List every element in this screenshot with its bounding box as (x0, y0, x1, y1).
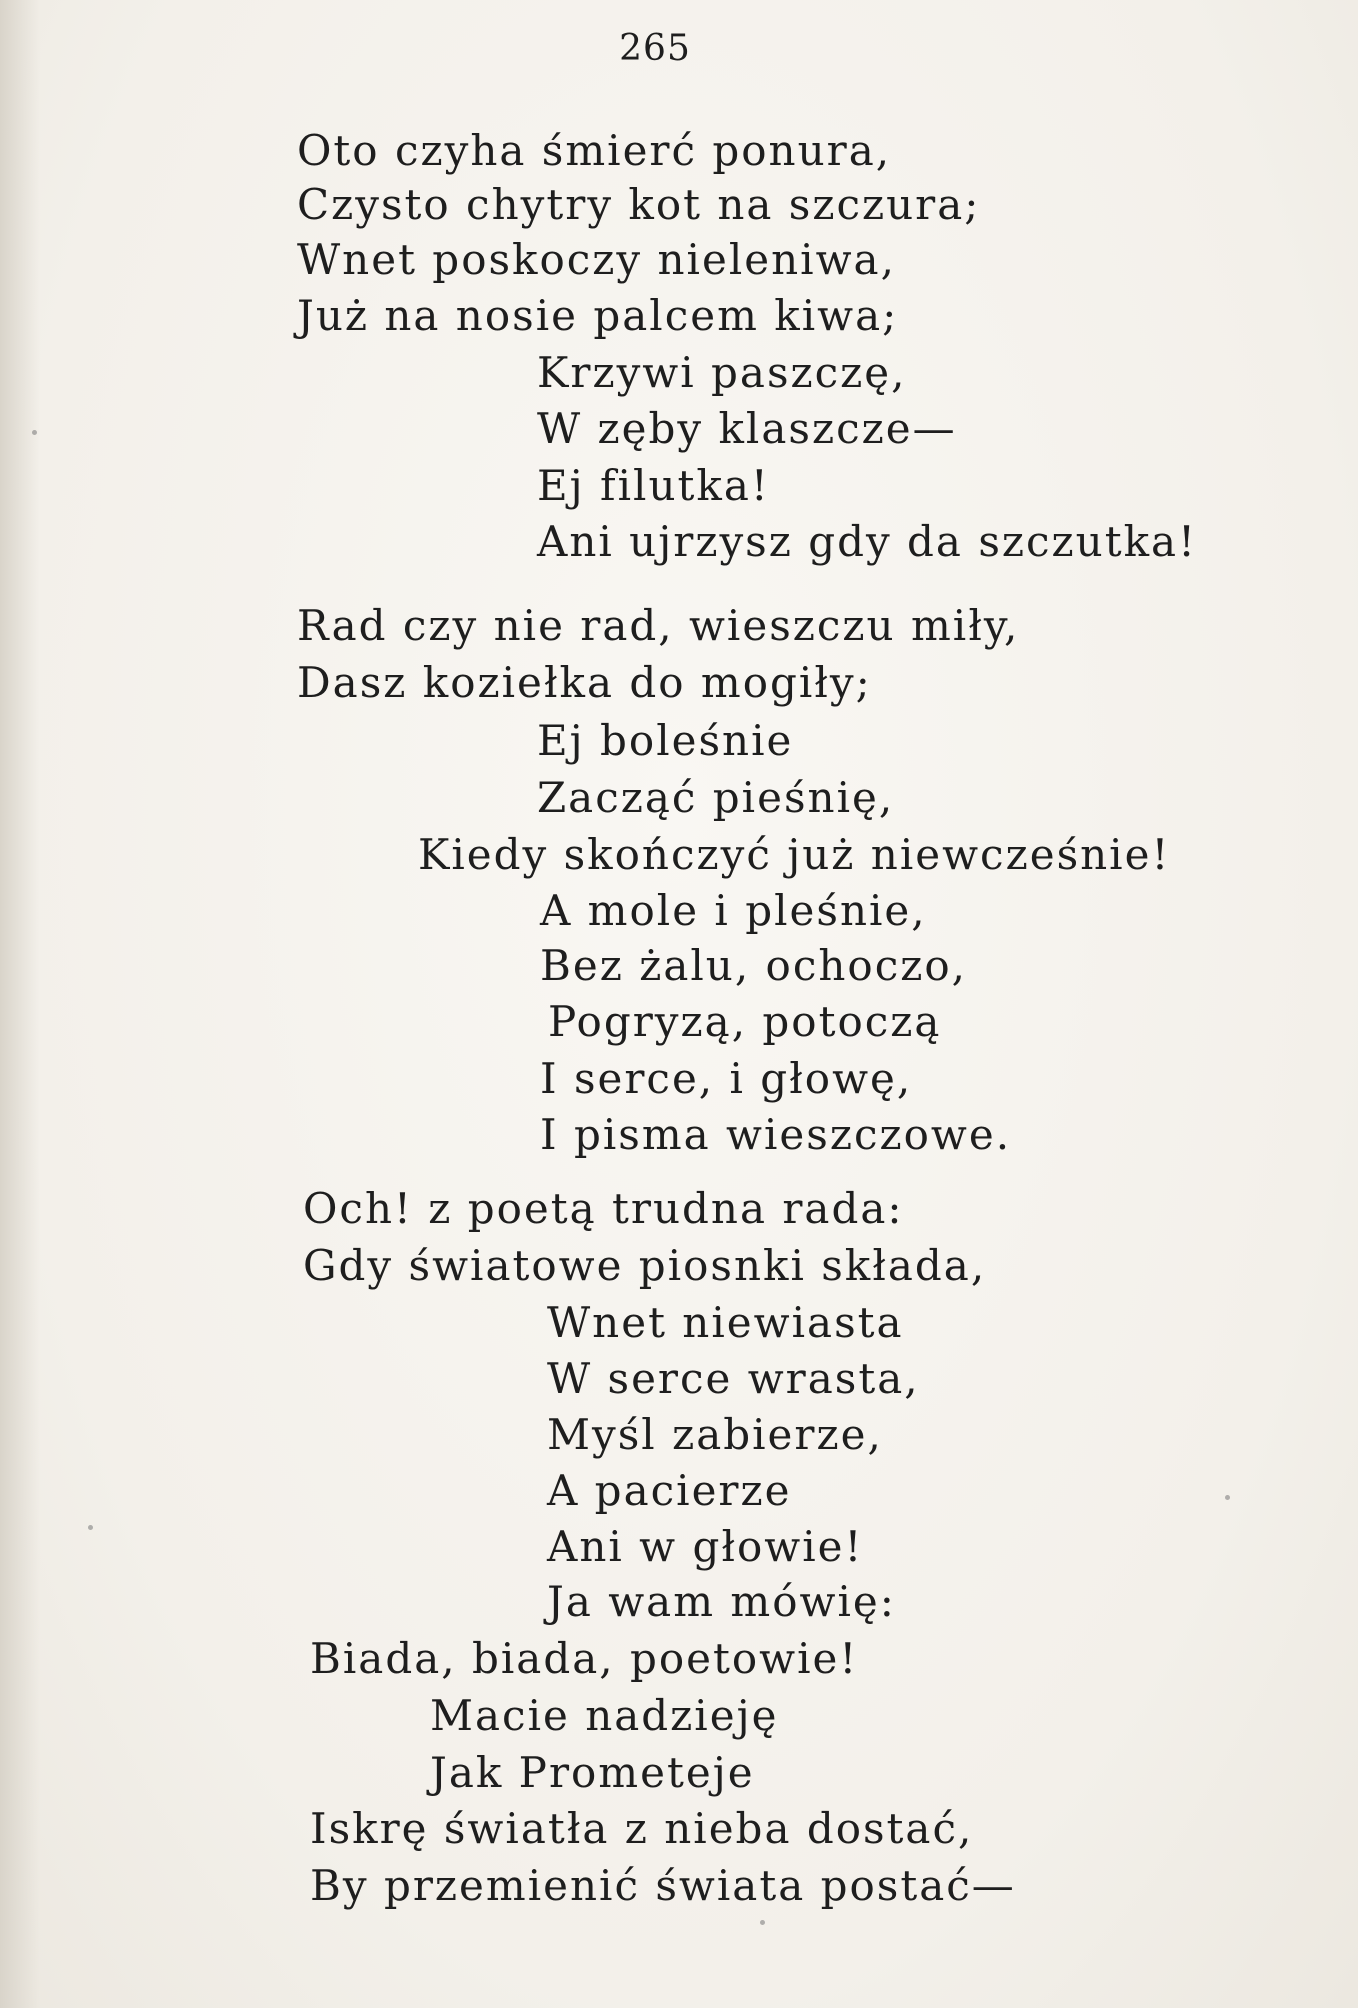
poem-line: Och! z poetą trudna rada: (303, 1184, 904, 1233)
poem-line: Zacząć pieśnię, (537, 773, 895, 822)
poem-line: Wnet poskoczy nieleniwa, (297, 235, 896, 284)
poem-line: Dasz koziełka do mogiły; (297, 658, 872, 707)
poem-line: Pogryzą, potoczą (548, 997, 942, 1046)
poem-line: I serce, i głowę, (540, 1054, 913, 1103)
page-gutter-shadow (0, 0, 40, 2008)
poem-line: Ej boleśnie (537, 716, 794, 765)
poem-line: Gdy światowe piosnki składa, (303, 1241, 987, 1290)
poem-line: Bez żalu, ochoczo, (540, 941, 967, 990)
poem-line: A pacierze (547, 1466, 792, 1515)
poem-line: Rad czy nie rad, wieszczu miły, (297, 601, 1020, 650)
print-speck (88, 1525, 93, 1530)
poem-line: Iskrę światła z nieba dostać, (310, 1804, 974, 1853)
poem-line: Wnet niewiasta (547, 1298, 904, 1347)
poem-line: Biada, biada, poetowie! (310, 1634, 859, 1683)
poem-line: W serce wrasta, (547, 1354, 920, 1403)
poem-line: Ani ujrzysz gdy da szczutka! (537, 517, 1197, 566)
poem-line: Macie nadzieję (430, 1691, 779, 1740)
print-speck (1225, 1495, 1230, 1500)
poem-line: Jak Prometeje (430, 1748, 755, 1797)
print-speck (32, 430, 37, 435)
poem-line: Ej filutka! (537, 461, 770, 510)
poem-line: Oto czyha śmierć ponura, (297, 126, 892, 175)
poem-line: Czysto chytry kot na szczura; (297, 180, 981, 229)
poem-line: Ani w głowie! (547, 1522, 864, 1571)
poem-line: W zęby klaszcze— (537, 404, 957, 453)
poem-line: Ja wam mówię: (547, 1577, 896, 1626)
poem-line: I pisma wieszczowe. (540, 1110, 1012, 1159)
poem-line: Kiedy skończyć już niewcześnie! (418, 830, 1171, 879)
poem-line: By przemienić świata postać— (310, 1861, 1016, 1910)
poem-line: Myśl zabierze, (547, 1410, 883, 1459)
page-number: 265 (619, 28, 691, 69)
poem-line: Już na nosie palcem kiwa; (297, 291, 899, 340)
poem-line: A mole i pleśnie, (540, 886, 927, 935)
poem-line: Krzywi paszczę, (537, 348, 907, 397)
print-speck (760, 1920, 765, 1925)
